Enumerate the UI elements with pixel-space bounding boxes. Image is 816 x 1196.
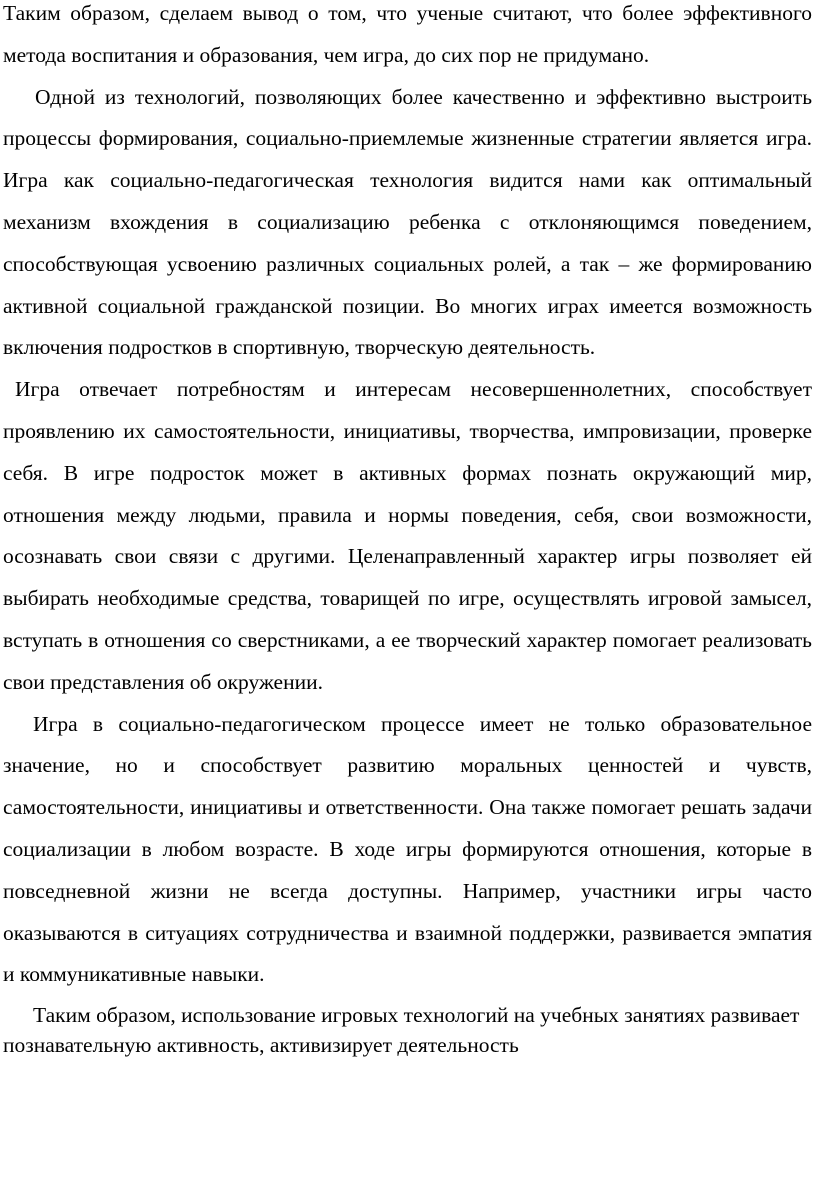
paragraph-conclusion: Таким образом, сделаем вывод о том, что ученые считают, что более эффективного метода воспитания и образования, чем игра, до сих пор не придумано. [3,1,812,67]
paragraph-game-needs: Игра отвечает потребностям и интересам несовершеннолетних, способствует проявлению их самостоятельности, инициативы, творчества, импровизации, проверке себя. В игре подросток может в активных формах познать окружающий мир, отношения между людьми, правила и нормы поведения, себя, свои возможности, осознавать свои связи с другими. Целенаправленный характер игры позволяет ей выбирать необходимые средства, товарищей по игре, осуществлять игровой замысел, вступать в отношения со сверстниками, а ее творческий характер помогает реализовать свои представления об окружении. [3,377,812,694]
paragraph-game-process: Игра в социально-педагогическом процессе имеет не только образовательное значение, но и способствует развитию моральных ценностей и чувств, самостоятельности, инициативы и ответственности. Она также помогает решать задачи социализации в любом возрасте. В ходе игры формируются отношения, которые в повседневной жизни не всегда доступны. Например, участники игры часто оказываются в ситуациях сотрудничества и взаимной поддержки, развивается эмпатия и коммуникативные навыки. [3,711,812,987]
paragraph-summary: Таким образом, использование игровых технологий на учебных занятиях развивает познавательную активность, активизирует деятельность [3,1003,800,1058]
paragraph-game-technology: Одной из технологий, позволяющих более качественно и эффективно выстроить процессы формирования, социально-приемлемые жизненные стратегии является игра. Игра как социально-педагогическая технология видится нами как оптимальный механизм вхождения в социализацию ребенка с отклоняющимся поведением, способствующая усвоению различных социальных ролей, а так – же формированию активной социальной гражданской позиции. Во многих играх имеется возможность включения подростков в спортивную, творческую деятельность. [3,84,812,360]
